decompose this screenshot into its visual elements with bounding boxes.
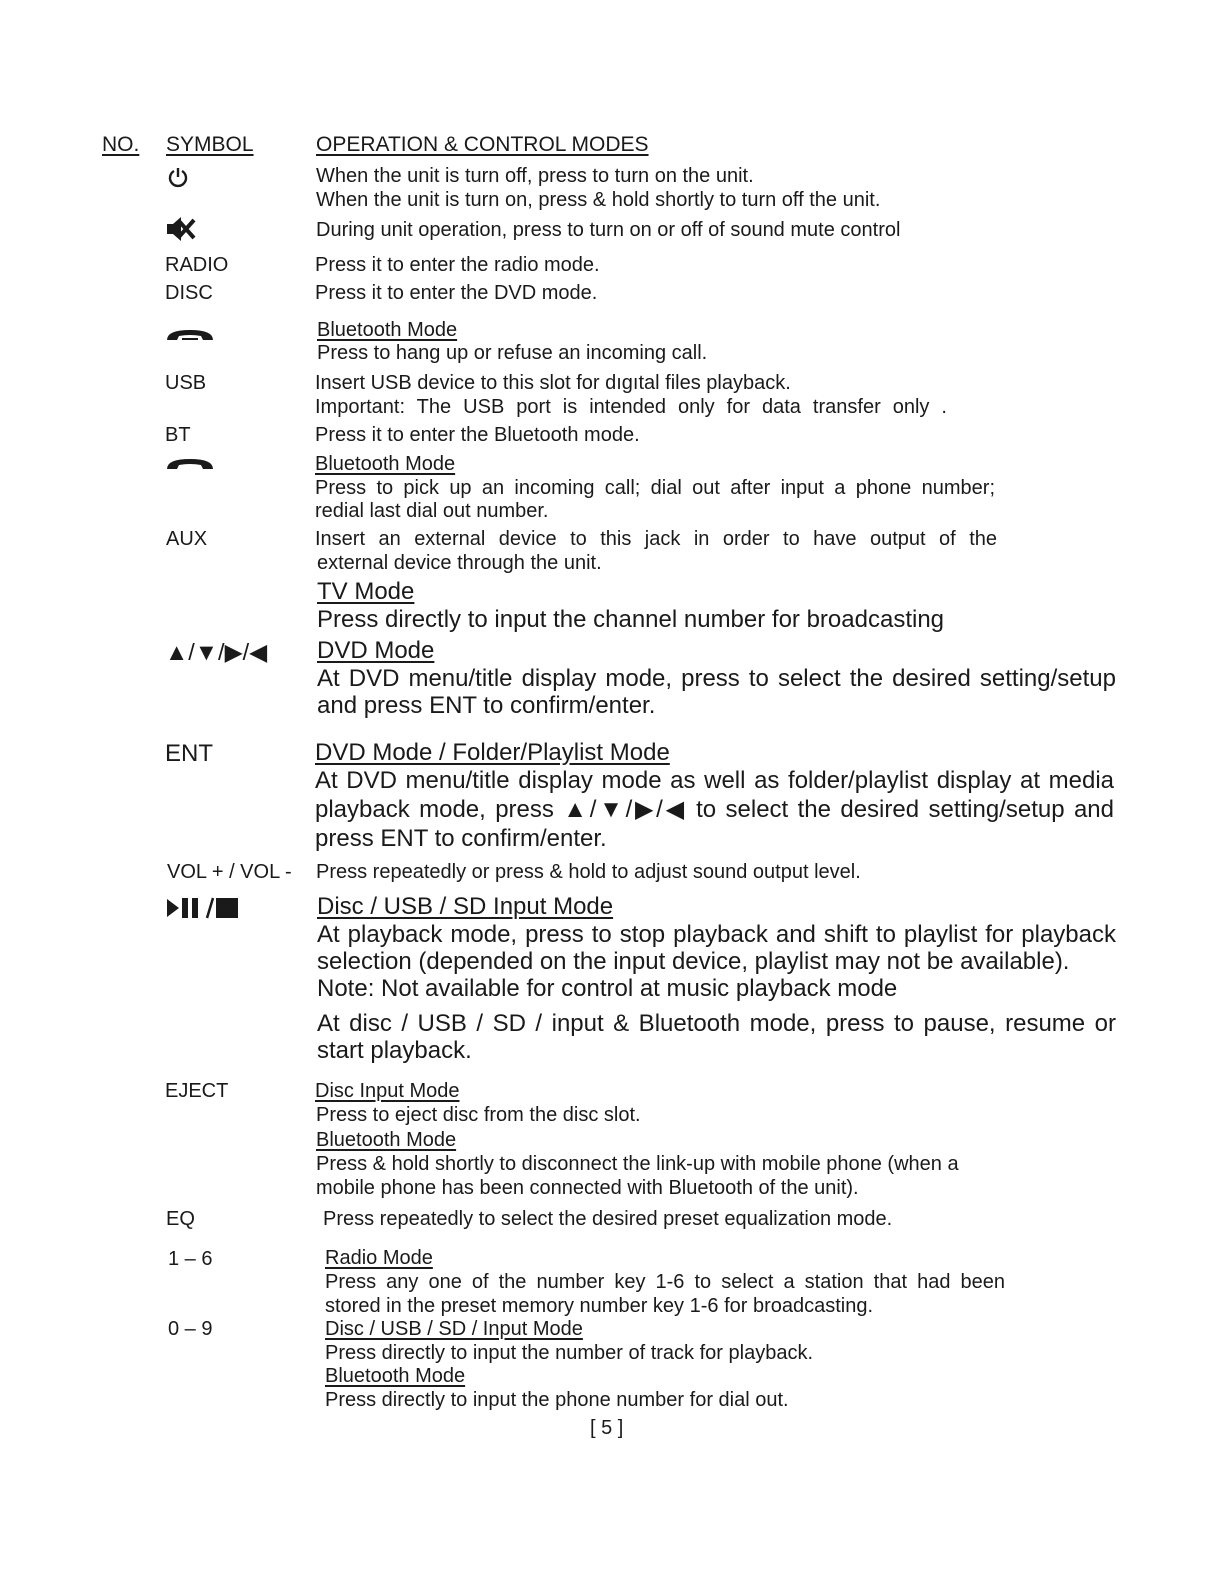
- num-line-1-wrap: [325, 1270, 1005, 1294]
- aux-line-1: Insert an external device to this jack in order to have output of the: [315, 528, 997, 550]
- tv-text: Press directly to input the channel number for broadcasting: [317, 606, 945, 633]
- pps-mode: Disc / USB / SD Input Mode: [317, 893, 614, 920]
- symbol-bt: BT: [165, 424, 191, 446]
- aux-line-2: external device through the unit.: [317, 552, 602, 574]
- ent-line-2-wrap: [315, 796, 1114, 823]
- num-mode-2: Disc / USB / SD / Input Mode: [325, 1318, 583, 1340]
- ent-line-3: press ENT to confirm/enter.: [315, 825, 607, 852]
- eject-line-3: mobile phone has been connected with Bluetooth of the unit).: [316, 1177, 859, 1199]
- dvd-line-2: and press ENT to confirm/enter.: [317, 692, 656, 719]
- num-line-3: Press directly to input the number of track for playback.: [325, 1342, 813, 1364]
- symbol-radio: RADIO: [165, 254, 229, 276]
- symbol-usb: USB: [165, 372, 207, 394]
- radio-text: Press it to enter the radio mode.: [315, 254, 600, 276]
- hangup-mode: Bluetooth Mode: [317, 319, 458, 341]
- pps-line-2: selection (depended on the input device, playlist may not be available).: [317, 948, 1070, 975]
- pick-up-phone-icon: [165, 456, 215, 472]
- num-line-2: stored in the preset memory number key 1-6 for broadcasting.: [325, 1295, 874, 1317]
- power-icon: [167, 166, 189, 188]
- dvd-line-1-wrap: [317, 665, 1116, 692]
- pickup-mode: Bluetooth Mode: [315, 453, 456, 475]
- num-line-4: Press directly to input the phone number for dial out.: [325, 1389, 789, 1411]
- ent-line-1: At DVD menu/title display mode as well as folder/playlist display at media: [315, 767, 1114, 794]
- pickup-line-2: redial last dial out number.: [315, 500, 549, 522]
- eject-mode-2: Bluetooth Mode: [316, 1129, 457, 1151]
- pps-line-3: Note: Not available for control at music playback mode: [317, 975, 898, 1002]
- num-mode-3: Bluetooth Mode: [325, 1365, 466, 1387]
- pps-line-4-wrap: [317, 1010, 1116, 1037]
- aux-line-1-wrap: [315, 527, 997, 551]
- symbol-vol: VOL + / VOL -: [167, 861, 292, 883]
- pickup-line-1: Press to pick up an incoming call; dial out after input a phone number;: [315, 477, 995, 499]
- num-line-1: Press any one of the number key 1-6 to select a station that had been: [325, 1271, 1005, 1293]
- symbol-0-9: 0 – 9: [168, 1318, 213, 1340]
- pps-line-1: At playback mode, press to stop playback and shift to playlist for playback: [317, 921, 1116, 948]
- mute-text: During unit operation, press to turn on or off of sound mute control: [316, 219, 901, 241]
- eject-line-1: Press to eject disc from the disc slot.: [316, 1104, 641, 1126]
- symbol-aux: AUX: [166, 528, 208, 550]
- symbol-eq: EQ: [166, 1208, 195, 1230]
- mute-icon: [164, 215, 198, 243]
- pps-line-5: start playback.: [317, 1037, 472, 1064]
- header-symbol: SYMBOL: [166, 133, 254, 156]
- usb-line-2-wrap: [315, 395, 947, 419]
- disc-text: Press it to enter the DVD mode.: [315, 282, 598, 304]
- num-mode-1: Radio Mode: [325, 1247, 433, 1269]
- power-line-1: When the unit is turn off, press to turn on the unit.: [316, 165, 754, 187]
- header-operation: OPERATION & CONTROL MODES: [316, 133, 649, 156]
- usb-line-1: Insert USB device to this slot for dıgıtal files playback.: [315, 372, 791, 394]
- vol-text: Press repeatedly or press & hold to adjust sound output level.: [316, 861, 861, 883]
- pickup-line-1-wrap: [315, 476, 995, 500]
- symbol-arrows: ▲/▼/▶/◀: [165, 639, 268, 665]
- tv-mode: TV Mode: [317, 578, 415, 605]
- ent-line-2: playback mode, press ▲/▼/▶/◀ to select the desired setting/setup and: [315, 796, 1114, 823]
- hangup-text: Press to hang up or refuse an incoming call.: [317, 342, 708, 364]
- eject-mode-1: Disc Input Mode: [315, 1080, 460, 1102]
- symbol-1-6: 1 – 6: [168, 1248, 213, 1270]
- ent-mode: DVD Mode / Folder/Playlist Mode: [315, 739, 670, 766]
- pps-line-1-wrap: [317, 921, 1116, 948]
- ent-line-1-wrap: [315, 767, 1114, 794]
- pps-line-4: At disc / USB / SD / input & Bluetooth mode, press to pause, resume or: [317, 1010, 1116, 1037]
- symbol-eject: EJECT: [165, 1080, 229, 1102]
- bt-text: Press it to enter the Bluetooth mode.: [315, 424, 640, 446]
- dvd-mode: DVD Mode: [317, 637, 435, 664]
- symbol-ent: ENT: [165, 740, 213, 767]
- usb-line-2: Important: The USB port is intended only for data transfer only .: [315, 396, 947, 418]
- page-number: [ 5 ]: [590, 1417, 624, 1439]
- eject-line-2: Press & hold shortly to disconnect the link-up with mobile phone (when a: [316, 1153, 959, 1175]
- symbol-disc: DISC: [165, 282, 213, 304]
- header-no: NO.: [102, 133, 140, 156]
- dvd-line-1: At DVD menu/title display mode, press to select the desired setting/setup: [317, 665, 1116, 692]
- play-pause-stop-icon: [165, 896, 241, 920]
- power-line-2: When the unit is turn on, press & hold shortly to turn off the unit.: [316, 189, 881, 211]
- eq-text: Press repeatedly to select the desired preset equalization mode.: [323, 1208, 893, 1230]
- hang-up-phone-icon: [165, 327, 215, 343]
